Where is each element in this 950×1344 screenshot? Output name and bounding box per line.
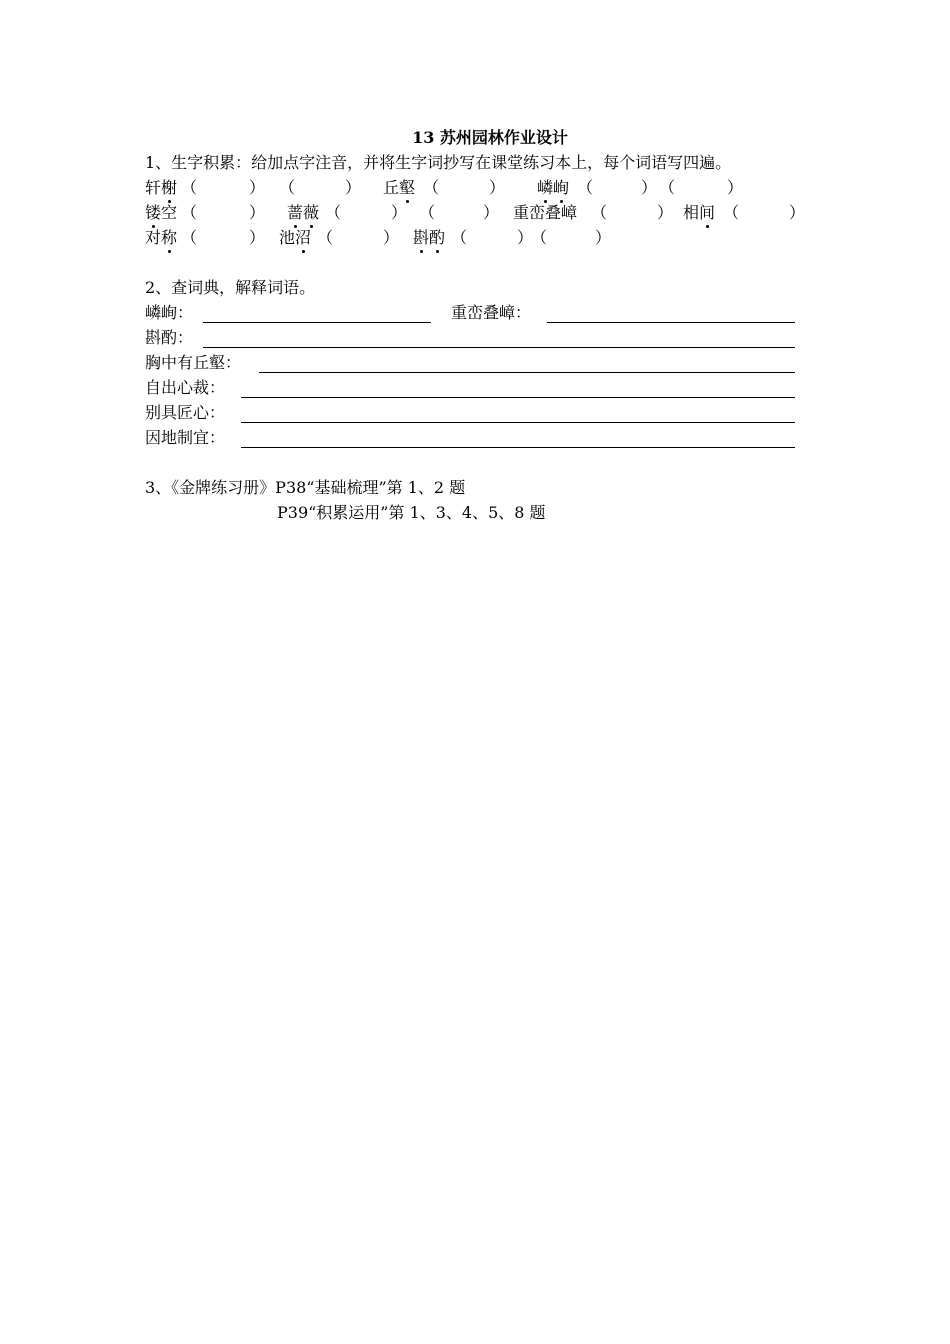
dotted-char: 称 xyxy=(161,225,177,250)
char: 空 xyxy=(161,203,178,222)
char: 轩 xyxy=(145,178,162,197)
char: 池 xyxy=(279,228,296,247)
vocab-row-2 xyxy=(145,200,805,225)
word-duichen xyxy=(145,225,177,250)
paren-open: （ xyxy=(181,178,198,197)
paren-close: ） xyxy=(595,228,612,247)
word-chizhao xyxy=(279,225,311,250)
paren-open: （ xyxy=(279,178,296,197)
paren-open: （ xyxy=(723,203,740,222)
paren-open: （ xyxy=(181,228,198,247)
word-qiangwei xyxy=(287,200,319,225)
word-lougong xyxy=(145,200,177,225)
word-chongluandiezhang: 重峦叠嶂 xyxy=(513,203,578,222)
answer-line[interactable] xyxy=(241,422,795,423)
definition-row-yindizhiyi xyxy=(145,425,805,450)
answer-line[interactable] xyxy=(203,322,431,323)
dotted-char: 间 xyxy=(699,200,715,225)
section2-heading: 2、查词典，解释词语。 xyxy=(145,278,316,297)
dotted-char: 斟 xyxy=(413,225,429,250)
word-zhenzhuo xyxy=(413,225,445,250)
dotted-char: 薇 xyxy=(303,200,319,225)
answer-line[interactable] xyxy=(241,447,795,448)
dotted-char: 峋 xyxy=(553,175,569,200)
definition-row-linxun-chongluan xyxy=(145,300,805,325)
page-title: 13 苏州园林作业设计 xyxy=(412,128,568,147)
paren-close: ） xyxy=(641,178,658,197)
paren-close: ） xyxy=(483,203,500,222)
term-label: 自出心裁： xyxy=(145,378,226,397)
paren-open: （ xyxy=(419,203,436,222)
paren-close: ） xyxy=(391,203,408,222)
answer-line[interactable] xyxy=(547,322,795,323)
paren-open: （ xyxy=(531,228,548,247)
paren-close: ） xyxy=(657,203,674,222)
dotted-char: 壑 xyxy=(399,175,415,200)
term-label: 别具匠心： xyxy=(145,403,226,422)
worksheet-page xyxy=(145,126,805,525)
paren-close: ） xyxy=(383,228,400,247)
char: 丘 xyxy=(383,178,400,197)
char: 相 xyxy=(683,203,700,222)
answer-line[interactable] xyxy=(203,347,795,348)
paren-close: ） xyxy=(249,178,266,197)
paren-close: ） xyxy=(345,178,362,197)
dotted-char: 榭 xyxy=(161,175,177,200)
dotted-char: 沼 xyxy=(295,225,311,250)
term-label: 嶙峋： xyxy=(145,303,194,322)
paren-open: （ xyxy=(451,228,468,247)
paren-close: ） xyxy=(249,203,266,222)
paren-close: ） xyxy=(789,203,806,222)
definition-row-xiongzhong xyxy=(145,350,805,375)
section1-heading: 1、生字积累：给加点字注音，并将生字词抄写在课堂练习本上，每个词语写四遍。 xyxy=(145,153,732,172)
paren-open: （ xyxy=(325,203,342,222)
vocab-row-3 xyxy=(145,225,805,250)
answer-line[interactable] xyxy=(241,397,795,398)
term-label: 因地制宜： xyxy=(145,428,226,447)
paren-open: （ xyxy=(423,178,440,197)
paren-close: ） xyxy=(517,228,534,247)
definition-row-zhenzhuo xyxy=(145,325,805,350)
paren-close: ） xyxy=(489,178,506,197)
dotted-char: 嶙 xyxy=(537,175,553,200)
dotted-char: 酌 xyxy=(429,225,445,250)
paren-close: ） xyxy=(727,178,744,197)
term-label: 胸中有丘壑： xyxy=(145,353,242,372)
answer-line[interactable] xyxy=(259,372,795,373)
word-linxun xyxy=(537,175,569,200)
vocab-row-1 xyxy=(145,175,805,200)
section3-line1: 3、《金牌练习册》P38“基础梳理”第 1、2 题 xyxy=(145,478,466,497)
word-xiangjian xyxy=(683,200,715,225)
dotted-char: 蔷 xyxy=(287,200,303,225)
paren-open: （ xyxy=(181,203,198,222)
char: 对 xyxy=(145,228,162,247)
term-label: 斟酌： xyxy=(145,328,194,347)
paren-open: （ xyxy=(659,178,676,197)
paren-close: ） xyxy=(249,228,266,247)
paren-open: （ xyxy=(317,228,334,247)
definition-row-zichuxincai xyxy=(145,375,805,400)
paren-open: （ xyxy=(591,203,608,222)
definition-row-biejujiangxin xyxy=(145,400,805,425)
word-qiuhe xyxy=(383,175,415,200)
section3-line2: P39“积累运用”第 1、3、4、5、8 题 xyxy=(277,503,546,522)
paren-open: （ xyxy=(577,178,594,197)
dotted-char: 镂 xyxy=(145,200,161,225)
term-label: 重峦叠嶂： xyxy=(451,303,532,322)
word-xuanxie xyxy=(145,175,177,200)
